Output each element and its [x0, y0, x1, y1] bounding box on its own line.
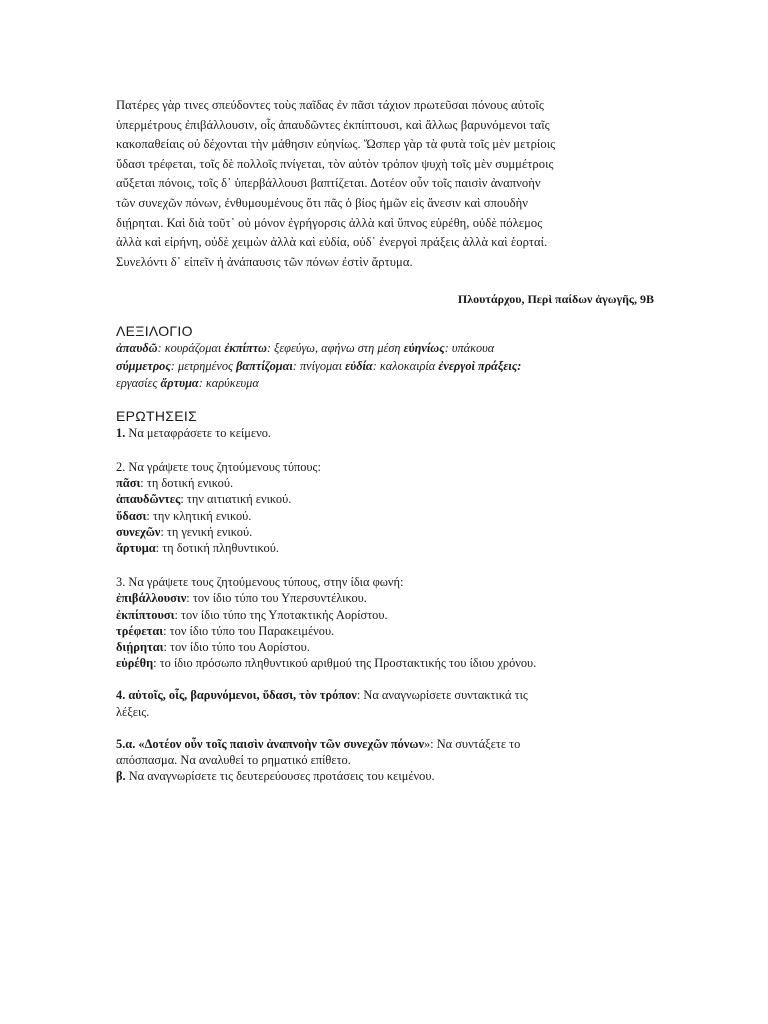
question-word: ἐπιβάλλουσιν [116, 591, 187, 606]
lexicon-term: ἐκπίπτω [224, 341, 267, 356]
question-item [116, 590, 654, 606]
passage-line: κακοπαθείαις οὐ δέχονται τὴν μάθησιν εὐηνίως. Ὥσπερ γὰρ τὰ φυτὰ τοῖς μὲν μετρίοις [116, 137, 556, 152]
question-word: ἀπαυδῶντες [116, 492, 181, 507]
passage-line: ὑπερμέτρους ἐπιβάλλουσιν, οἷς ἀπαυδῶντες ἐκπίπτουσι, καὶ ἄλλως βαρυνόμενοι ταῖς [116, 117, 550, 132]
question-3 [116, 574, 654, 671]
question-item [116, 655, 654, 671]
passage-line: Συνελόντι δ᾽ εἰπεῖν ἡ ἀνάπαυσις τῶν πόνων ἐστὶν ἄρτυμα. [116, 254, 413, 269]
question-word: ἐκπίπτουσι [116, 607, 175, 622]
document-page [116, 96, 654, 785]
question-text: Να μεταφράσετε το κείμενο. [125, 425, 272, 440]
question-5 [116, 736, 654, 785]
passage-line: ὕδασι τρέφεται, τοῖς δὲ πολλοῖς πνίγεται, τὸν αὐτὸν τρόπον ψυχὴ τοῖς μὲν συμμέτροις [116, 156, 554, 171]
lexicon-definition: : μετρημένος [170, 358, 237, 373]
lexicon-line [116, 375, 654, 393]
question-word: διῄρηται [116, 640, 164, 655]
question-4 [116, 687, 654, 719]
question-item [116, 540, 654, 556]
question-word: συνεχῶν [116, 524, 161, 539]
question-item-text: : τον ίδιο τύπο της Υποτακτικής Αορίστου. [174, 607, 388, 622]
lexicon-definition: : κουράζομαι [157, 341, 225, 356]
lexicon-line [116, 340, 654, 358]
question-line: λέξεις. [116, 704, 150, 719]
ancient-greek-passage [116, 96, 654, 272]
question-word: εὑρέθη [116, 656, 154, 671]
lexicon-list [116, 340, 654, 393]
question-item-text: : τη δοτική ενικού. [140, 476, 234, 491]
lexicon-term: εὐηνίως [403, 341, 445, 356]
question-intro: 2. Να γράψετε τους ζητούμενους τύπους: [116, 460, 321, 475]
lexicon-term: ἄρτυμα [160, 376, 199, 391]
lexicon-definition: : καλοκαιρία [372, 358, 439, 373]
question-item-text: : τη γενική ενικού. [160, 524, 253, 539]
lexicon-definition: : υπάκουα [444, 341, 495, 356]
question-item [116, 607, 654, 623]
lexicon-term: βαπτίζομαι [236, 358, 293, 373]
question-item-text: : τον ίδιο τύπο του Αορίστου. [163, 640, 310, 655]
question-word: πᾶσι [116, 476, 141, 491]
question-line: απόσπασμα. Να αναλυθεί το ρηματικό επίθετο. [116, 753, 351, 768]
question-item [116, 508, 654, 524]
lexicon-line [116, 358, 654, 376]
passage-line: τῶν συνεχῶν πόνων, ἐνθυμουμένους ὅτι πᾶς ὁ βίος ἡμῶν εἰς ἄνεσιν καὶ σπουδὴν [116, 195, 529, 210]
question-line [116, 768, 654, 784]
question-text: Να αναγνωρίσετε τις δευτερεύουσες προτάσεις του κειμένου. [125, 769, 435, 784]
passage-line: διῄρηται. Καὶ διὰ τοῦτ᾽ οὐ μόνον ἐγρήγορσις ἀλλὰ καὶ ὕπνος εὑρέθη, οὐδὲ πόλεμος [116, 215, 543, 230]
questions-title: ΕΡΩΤΗΣΕΙΣ [116, 407, 198, 424]
lexicon-term: ἀπαυδῶ [116, 341, 158, 356]
question-line [116, 736, 654, 752]
lexicon-definition: : καρύκευμα [198, 376, 259, 391]
question-text: : Να αναγνωρίσετε συντακτικά τις [356, 688, 528, 703]
question-item [116, 524, 654, 540]
question-item [116, 639, 654, 655]
question-word: ὕδασι [116, 508, 147, 523]
question-line [116, 687, 654, 703]
question-quote: 5.α. «Δοτέον οὖν τοῖς παισὶν ἀναπνοὴν τῶν συνεχῶν πόνων [116, 736, 424, 751]
lexicon-term: εὐδία [345, 358, 373, 373]
question-words: 4. αὐτοῖς, οἷς, βαρυνόμενοι, ὕδασι, τὸν τρόπον [116, 688, 357, 703]
question-number: 1. [116, 425, 126, 440]
question-2 [116, 459, 654, 556]
question-number: β. [116, 769, 126, 784]
passage-line: αὔξεται πόνοις, τοῖς δ᾽ ὑπερβάλλουσι βαπτίζεται. Δοτέον οὖν τοῖς παισὶν ἀναπνοὴν [116, 176, 541, 191]
lexicon-term: σύμμετρος [116, 358, 171, 373]
passage-source: Πλουτάρχου, Περὶ παίδων ἀγωγῆς, 9Β [457, 292, 654, 307]
lexicon-definition: : πνίγομαι [292, 358, 346, 373]
question-item-text: : τον ίδιο τύπο του Υπερσυντέλικου. [186, 591, 367, 606]
question-1 [116, 425, 654, 441]
question-intro: 3. Να γράψετε τους ζητούμενους τύπους, στην ίδια φωνή: [116, 575, 404, 590]
lexicon-definition: εργασίες [116, 376, 161, 391]
question-word: ἄρτυμα [116, 541, 156, 556]
question-text: »: Να συντάξετε το [423, 736, 521, 751]
question-item [116, 491, 654, 507]
question-item-text: : το ίδιο πρόσωπο πληθυντικού αριθμού της Προστακτικής του ίδιου χρόνου. [153, 656, 537, 671]
passage-line: ἀλλὰ καὶ εἰρήνη, οὐδὲ χειμὼν ἀλλὰ καὶ εὐδία, οὐδ᾽ ἐνεργοὶ πράξεις ἀλλὰ καὶ ἑορταί. [116, 235, 548, 250]
question-item-text: : τη δοτική πληθυντικού. [155, 541, 279, 556]
question-item [116, 475, 654, 491]
question-item-text: : τον ίδιο τύπο του Παρακειμένου. [163, 623, 335, 638]
passage-line: Πατέρες γὰρ τινες σπεύδοντες τοὺς παῖδας ἐν πᾶσι τάχιον πρωτεῦσαι πόνους αὐτοῖς [116, 98, 544, 112]
lexicon-term: ἐνεργοὶ πράξεις: [438, 358, 522, 373]
lexicon-title: ΛΕΞΙΛΟΓΙΟ [116, 323, 193, 340]
lexicon-definition: : ξεφεύγω, αφήνω στη μέση [266, 341, 404, 356]
question-item-text: : την κλητική ενικού. [146, 508, 252, 523]
question-item [116, 623, 654, 639]
question-word: τρέφεται [116, 623, 164, 638]
question-item-text: : την αιτιατική ενικού. [180, 492, 292, 507]
